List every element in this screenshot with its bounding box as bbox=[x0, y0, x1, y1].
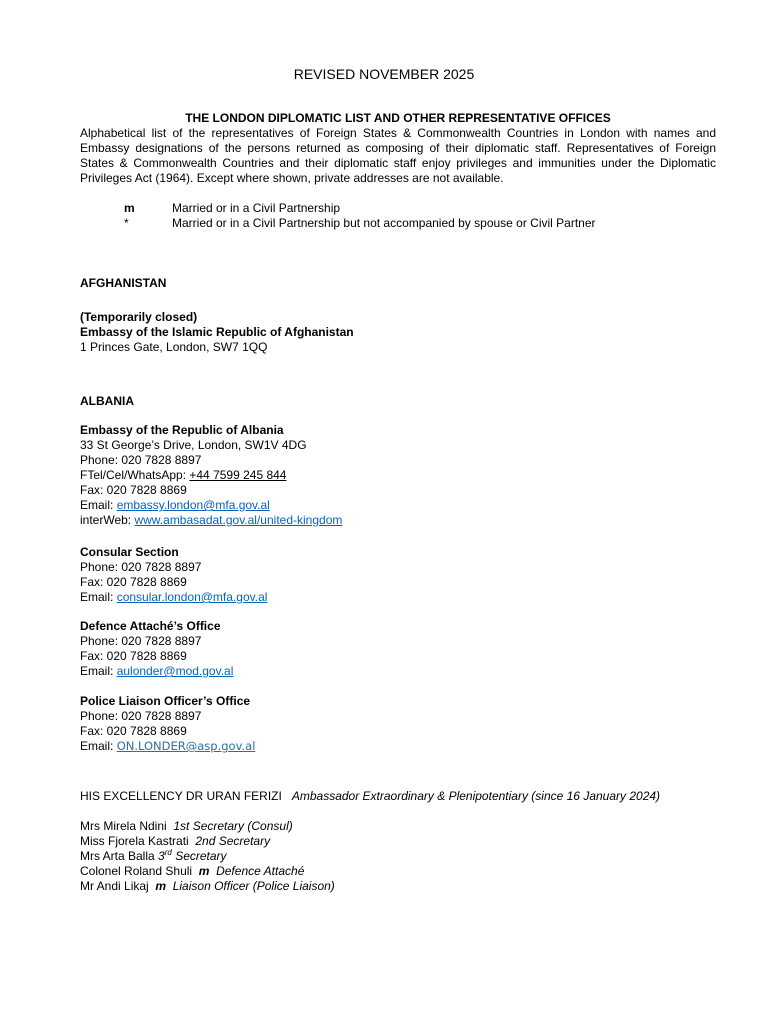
albania-consular-section bbox=[80, 545, 267, 605]
legend-key: * bbox=[124, 216, 129, 230]
embassy-address: 33 St George’s Drive, London, SW1V 4DG bbox=[80, 438, 307, 452]
staff-title-rest: Secretary bbox=[171, 849, 227, 863]
ftel-label: FTel/Cel/WhatsApp: bbox=[80, 468, 190, 482]
afghanistan-mission bbox=[80, 310, 354, 355]
section-fax: Fax: 020 7828 8869 bbox=[80, 575, 187, 589]
defence-email-link[interactable]: aulonder@mod.gov.al bbox=[116, 664, 234, 678]
legend-text: Married or in a Civil Partnership bbox=[172, 201, 341, 215]
intro-paragraph: Alphabetical list of the representatives of Foreign States & Commonwealth Countries in London with names and Embassy designations of the persons returned as composing of their diplomatic staff. Representatives of Foreign States & Commonwealth Countries and their diplomatic staff enjoy privileges and immunities under the Diplomatic Privileges Act (1964). Except where shown, private addresses are not available. bbox=[80, 126, 716, 185]
email-label: Email: bbox=[80, 590, 117, 604]
staff-title: 2nd Secretary bbox=[195, 834, 271, 848]
email-label: Email: bbox=[80, 739, 117, 753]
embassy-web-row bbox=[80, 513, 342, 528]
staff-entry bbox=[80, 819, 335, 834]
staff-title: Liaison Officer (Police Liaison) bbox=[172, 879, 335, 893]
section-phone: Phone: 020 7828 8897 bbox=[80, 634, 202, 648]
section-email-row bbox=[80, 664, 233, 679]
staff-entry bbox=[80, 834, 335, 849]
section-name: Defence Attaché’s Office bbox=[80, 619, 221, 633]
albania-police-section bbox=[80, 694, 255, 754]
embassy-website-link[interactable]: www.ambasadat.gov.al/united-kingdom bbox=[134, 513, 343, 527]
albania-embassy bbox=[80, 423, 342, 528]
revision-date: REVISED NOVEMBER 2025 bbox=[293, 66, 475, 82]
staff-name: Mrs Arta Balla bbox=[80, 849, 155, 863]
legend-text: Married or in a Civil Partnership but not accompanied by spouse or Civil Partner bbox=[172, 216, 596, 230]
legend-item-unaccompanied bbox=[124, 216, 596, 231]
staff-title-superscript: rd bbox=[164, 848, 172, 857]
section-fax: Fax: 020 7828 8869 bbox=[80, 649, 187, 663]
married-marker: m bbox=[198, 864, 210, 878]
country-heading-albania: ALBANIA bbox=[80, 394, 134, 408]
section-name: Police Liaison Officer’s Office bbox=[80, 694, 251, 708]
email-label: Email: bbox=[80, 664, 117, 678]
email-label: Email: bbox=[80, 498, 117, 512]
staff-name: Miss Fjorela Kastrati bbox=[80, 834, 189, 848]
staff-title bbox=[158, 849, 227, 863]
legend bbox=[124, 201, 596, 231]
section-email-row bbox=[80, 739, 255, 754]
police-email-link[interactable]: ON.LONDER@asp.gov.al bbox=[116, 739, 256, 753]
document-title: THE LONDON DIPLOMATIC LIST AND OTHER REPRESENTATIVE OFFICES bbox=[185, 111, 611, 125]
staff-name: Mr Andi Likaj bbox=[80, 879, 149, 893]
staff-list bbox=[80, 819, 335, 894]
staff-title: Defence Attaché bbox=[216, 864, 305, 878]
consular-email-link[interactable]: consular.london@mfa.gov.al bbox=[116, 590, 268, 604]
married-marker: m bbox=[155, 879, 167, 893]
ftel-number[interactable]: +44 7599 245 844 bbox=[189, 468, 287, 482]
intro-section bbox=[80, 111, 716, 186]
embassy-email-link[interactable]: embassy.london@mfa.gov.al bbox=[116, 498, 270, 512]
embassy-phone: Phone: 020 7828 8897 bbox=[80, 453, 202, 467]
legend-key: m bbox=[124, 201, 135, 215]
ambassador-entry bbox=[80, 789, 660, 804]
section-fax: Fax: 020 7828 8869 bbox=[80, 724, 187, 738]
staff-entry bbox=[80, 849, 335, 864]
section-name: Consular Section bbox=[80, 545, 179, 559]
section-phone: Phone: 020 7828 8897 bbox=[80, 709, 202, 723]
mission-name: Embassy of the Islamic Republic of Afghanistan bbox=[80, 325, 354, 339]
albania-defence-section bbox=[80, 619, 233, 679]
embassy-ftel-row bbox=[80, 468, 342, 483]
staff-title: 1st Secretary (Consul) bbox=[173, 819, 293, 833]
country-heading-afghanistan: AFGHANISTAN bbox=[80, 276, 167, 290]
web-label: interWeb: bbox=[80, 513, 135, 527]
mission-status: (Temporarily closed) bbox=[80, 310, 198, 324]
ambassador-name: HIS EXCELLENCY DR URAN FERIZI bbox=[80, 789, 282, 803]
staff-entry bbox=[80, 879, 335, 894]
staff-title-ordinal: 3 bbox=[158, 849, 165, 863]
embassy-email-row bbox=[80, 498, 342, 513]
embassy-fax: Fax: 020 7828 8869 bbox=[80, 483, 187, 497]
section-phone: Phone: 020 7828 8897 bbox=[80, 560, 202, 574]
ambassador-title: Ambassador Extraordinary & Plenipotentiary (since 16 January 2024) bbox=[291, 789, 661, 803]
staff-name: Colonel Roland Shuli bbox=[80, 864, 193, 878]
staff-name: Mrs Mirela Ndini bbox=[80, 819, 167, 833]
staff-entry bbox=[80, 864, 335, 879]
legend-item-married bbox=[124, 201, 596, 216]
mission-address: 1 Princes Gate, London, SW7 1QQ bbox=[80, 340, 268, 354]
section-email-row bbox=[80, 590, 267, 605]
embassy-name: Embassy of the Republic of Albania bbox=[80, 423, 284, 437]
